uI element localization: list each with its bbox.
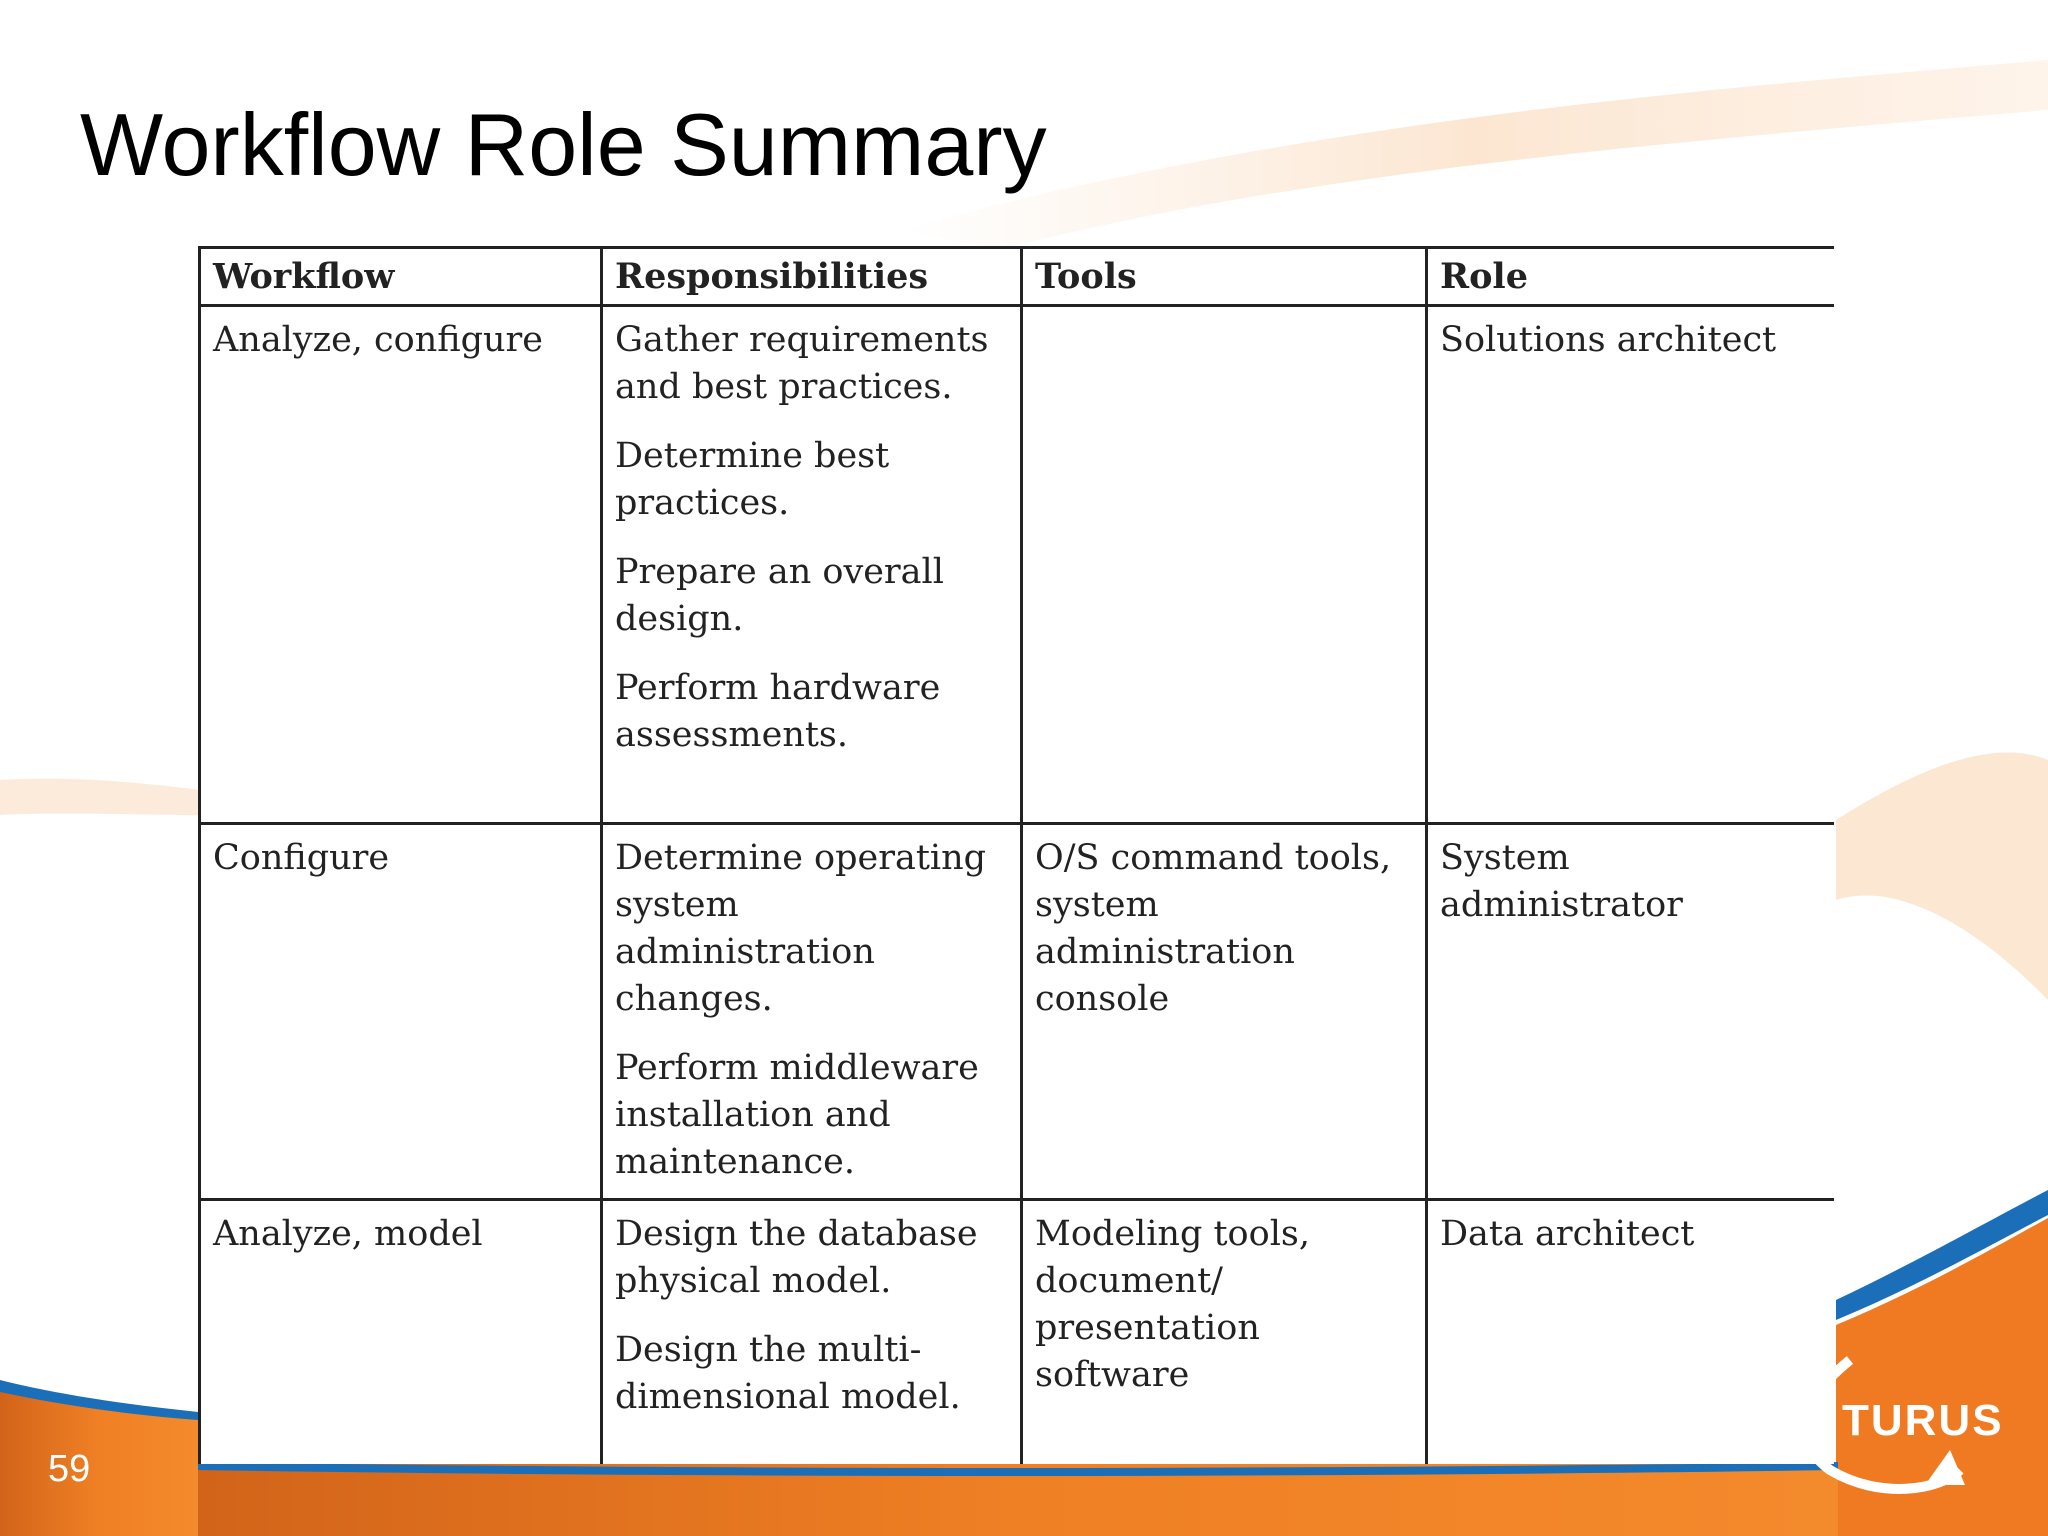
table-row (200, 824, 1835, 1200)
role-summary-table (198, 246, 1834, 1464)
table-row (200, 1200, 1835, 1465)
cell-responsibilities (602, 824, 1022, 1200)
cell-tools: Modeling tools, document/ presentation software (1022, 1200, 1427, 1465)
responsibility-item: Gather requirements and best practices. (615, 320, 989, 407)
cell-responsibilities (602, 1200, 1022, 1465)
header-role: Role (1427, 248, 1835, 306)
cell-role: Data architect (1427, 1200, 1835, 1465)
cell-workflow: Configure (200, 824, 602, 1200)
header-tools: Tools (1022, 248, 1427, 306)
responsibility-item: Determine best practices. (615, 436, 890, 523)
responsibility-item: Perform middleware installation and maintenance. (615, 1048, 979, 1182)
table-header-row (200, 248, 1835, 306)
cell-role: System administrator (1427, 824, 1835, 1200)
role-summary-table-container (198, 246, 1834, 1464)
responsibility-item: Design the database physical model. (615, 1214, 978, 1301)
responsibility-item: Prepare an overall design. (615, 552, 944, 639)
company-logo: TURUS (1842, 1396, 2004, 1445)
cell-workflow: Analyze, model (200, 1200, 602, 1465)
cell-tools: O/S command tools, system administration console (1022, 824, 1427, 1200)
cell-responsibilities (602, 306, 1022, 824)
header-workflow: Workflow (200, 248, 602, 306)
table-row (200, 306, 1835, 824)
responsibility-item: Determine operating system administration changes. (615, 838, 987, 1019)
page-number: 59 (48, 1448, 91, 1490)
header-responsibilities: Responsibilities (602, 248, 1022, 306)
slide-title: Workflow Role Summary (80, 95, 1047, 194)
cell-tools (1022, 306, 1427, 824)
responsibility-item: Perform hardware assessments. (615, 668, 941, 755)
responsibility-item: Design the multi-dimensional model. (615, 1330, 961, 1417)
cell-role: Solutions architect (1427, 306, 1835, 824)
cell-workflow: Analyze, configure (200, 306, 602, 824)
